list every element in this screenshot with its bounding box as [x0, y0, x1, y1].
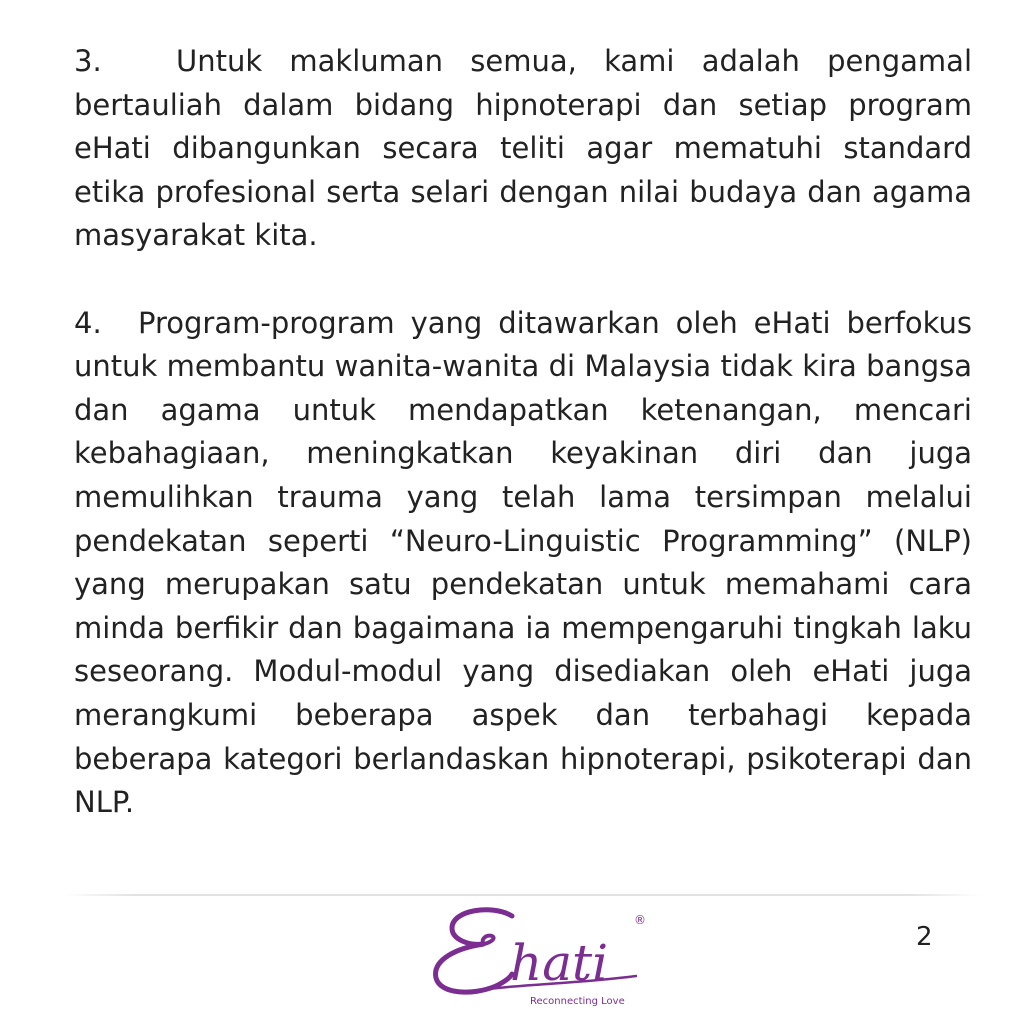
logo-e-loop: [483, 936, 494, 944]
paragraph-number: 4.: [74, 305, 102, 340]
footer-divider: [62, 894, 982, 896]
logo-hati-text: hati: [510, 934, 609, 992]
page-number: 2: [916, 922, 933, 952]
paragraph-text: Untuk makluman semua, kami adalah pengamal bertauliah dalam bidang hipnoterapi dan setiap program eHati dibangunkan secara teliti agar mematuhi standard etika profesional serta selari dengan nilai budaya dan agama masyarakat kita.: [74, 44, 972, 253]
logo-e-stroke: [436, 910, 512, 992]
ehati-logo-graphic: [426, 902, 656, 1010]
document-body: [74, 40, 972, 825]
paragraph-number: 3.: [74, 44, 102, 78]
paragraph-3: [74, 40, 972, 258]
ehati-logo: [426, 902, 656, 1010]
paragraph-4: [74, 302, 972, 825]
logo-tagline: Reconnecting Love: [530, 996, 625, 1007]
logo-registered-mark: ®: [634, 913, 646, 927]
paragraph-text: Program-program yang ditawarkan oleh eHati berfokus untuk membantu wanita-wanita di Malaysia tidak kira bangsa dan agama untuk mendapatkan ketenangan, mencari kebahagiaan, meningkatkan keyakinan diri dan juga memulihkan trauma yang telah lama tersimpan melalui pendekatan seperti “Neuro-Linguistic Programming” (NLP) yang merupakan satu pendekatan untuk memahami cara minda berfikir dan bagaimana ia mempengaruhi tingkah laku seseorang. Modul-modul yang disediakan oleh eHati juga merangkumi beberapa aspek dan terbahagi kepada beberapa kategori berlandaskan hipnoterapi, psikoterapi dan NLP.: [74, 305, 972, 820]
